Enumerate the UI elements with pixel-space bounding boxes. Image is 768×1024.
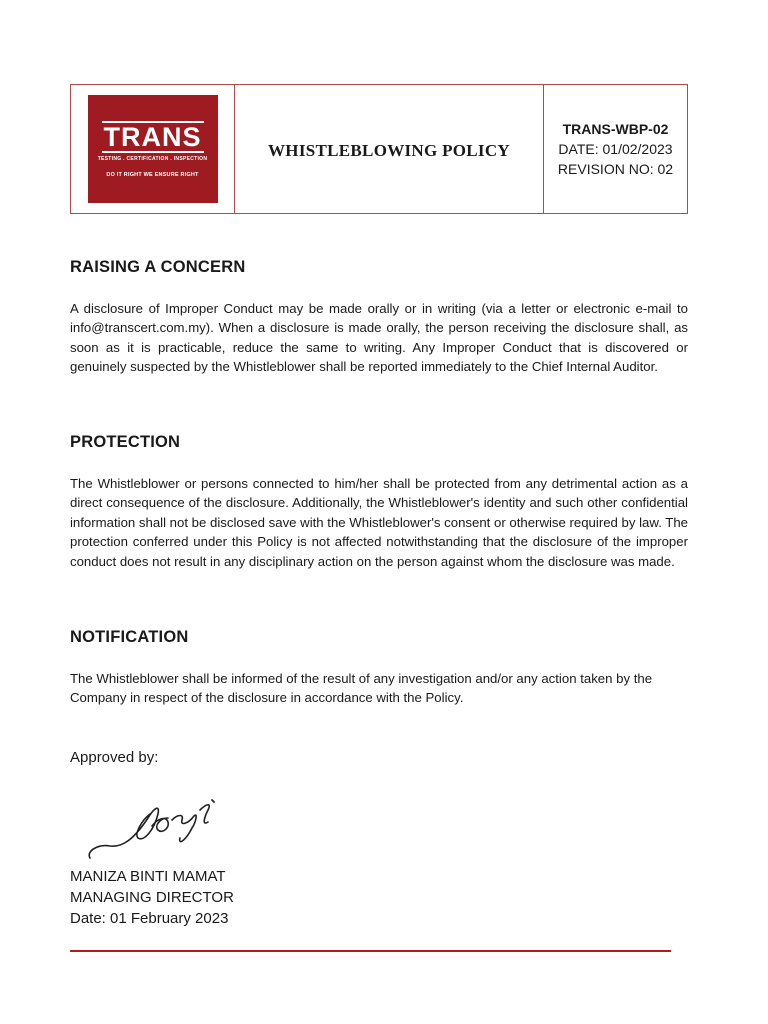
section-protection [70,433,688,571]
document-date: DATE: 01/02/2023 [558,141,673,157]
section-heading: RAISING A CONCERN [70,258,246,276]
section-body: The Whistleblower shall be informed of the result of any investigation and/or any action taken by the Company in respect of the disclosure in accordance with the Policy. [70,671,653,706]
approved-by-label: Approved by: [70,749,159,766]
section-raising-a-concern [70,258,688,377]
logo-cell [71,85,235,213]
section-heading: PROTECTION [70,433,181,451]
company-logo [88,95,218,203]
section-body: A disclosure of Improper Conduct may be made orally or in writing (via a letter or electronic e-mail to info@transcert.com.my). When a disclosure is made orally, the person receiving the disclosure shall, as soon as it is practicable, reduce the same to writing. Any Improper Conduct that is discovered or genuinely suspected by the Whistleblower shall be reported immediately to the Chief Internal Auditor. [70,301,688,375]
meta-cell [544,85,687,213]
title-cell [235,85,544,213]
approval-date: Date: 01 February 2023 [70,910,229,927]
section-heading: NOTIFICATION [70,628,189,646]
document-code: TRANS-WBP-02 [562,121,669,137]
revision-number: REVISION NO: 02 [557,161,674,177]
signatory-position: MANAGING DIRECTOR [70,889,234,906]
logo-tagline: DO IT RIGHT WE ENSURE RIGHT [106,171,199,178]
logo-word: TRANS [103,121,202,152]
section-body: The Whistleblower or persons connected to him/her shall be protected from any detrimental action as a direct consequence of the disclosure. Additionally, the Whistleblower's identity and such other confidential information shall not be disclosed save with the Whistleblower's consent or otherwise required by law. The protection conferred under this Policy is not affected notwithstanding that the disclosure of the improper conduct does not result in any disciplinary action on the person against whom the disclosure was made. [70,476,689,569]
signature [84,796,234,866]
signatory-name: MANIZA BINTI MAMAT [70,868,226,885]
logo-subline: TESTING . CERTIFICATION . INSPECTION [97,155,208,162]
document-header [70,84,688,214]
document-title: WHISTLEBLOWING POLICY [268,141,510,160]
signatory-block [70,866,234,929]
footer-rule [70,950,671,952]
section-notification [70,628,688,708]
